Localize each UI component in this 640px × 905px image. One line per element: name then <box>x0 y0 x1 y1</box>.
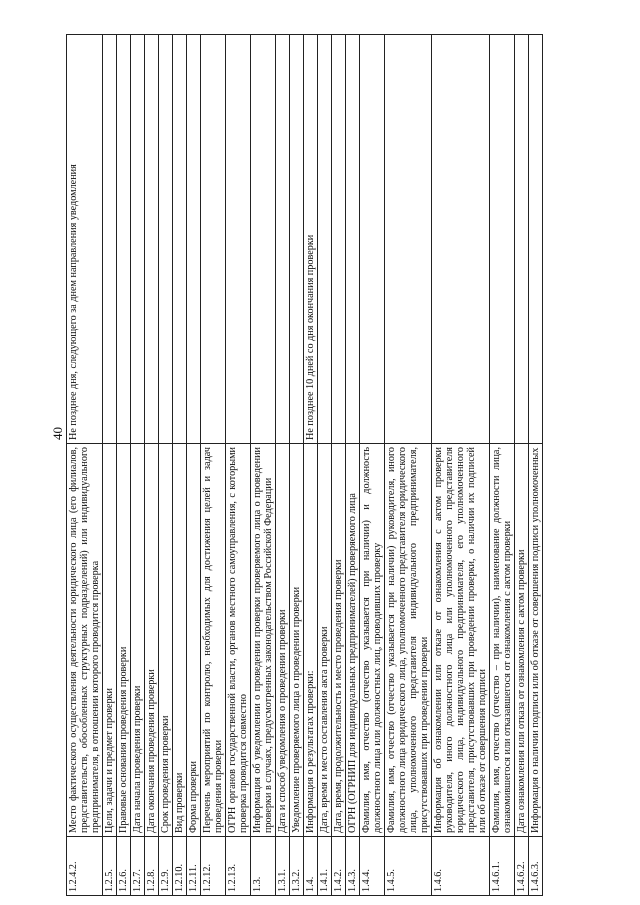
row-number: 1.2.8. <box>145 837 159 896</box>
row-number: 1.4. <box>304 837 318 896</box>
table-row <box>173 35 187 896</box>
row-description: Вид проверки <box>173 444 187 837</box>
table-row <box>103 35 117 896</box>
row-number: 1.2.4.2. <box>67 837 103 896</box>
row-deadline <box>159 35 173 444</box>
rotated-table-container <box>66 34 594 896</box>
row-deadline <box>529 35 543 444</box>
row-number: 1.4.6. <box>432 837 490 896</box>
row-number: 1.4.5. <box>385 837 432 896</box>
row-description: Правовые основания проведения проверки <box>117 444 131 837</box>
row-description: Уведомление проверяемого лица о проведении проверки <box>290 444 304 837</box>
row-number: 1.2.12. <box>201 837 226 896</box>
table-row <box>117 35 131 896</box>
table-row <box>432 35 490 896</box>
table-row <box>251 35 276 896</box>
table-row <box>515 35 529 896</box>
table-body <box>67 35 543 896</box>
row-number: 1.3.1. <box>276 837 290 896</box>
row-number: 1.2.13. <box>226 837 251 896</box>
table-row <box>346 35 360 896</box>
row-deadline: Не позднее дня, следующего за днем направления уведомления <box>67 35 103 444</box>
row-number: 1.4.6.1. <box>490 837 515 896</box>
row-number: 1.2.7. <box>131 837 145 896</box>
row-deadline <box>201 35 226 444</box>
row-number: 1.4.2. <box>332 837 346 896</box>
row-number: 1.3.2. <box>290 837 304 896</box>
row-deadline <box>226 35 251 444</box>
row-description: Информация о наличии подписи или об отказе от совершения подписи уполномоченных <box>529 444 543 837</box>
row-description: Информация о результатах проверки: <box>304 444 318 837</box>
row-description: Дата, время и место составления акта проверки <box>318 444 332 837</box>
table-row <box>145 35 159 896</box>
table-row <box>490 35 515 896</box>
row-deadline <box>145 35 159 444</box>
row-number: 1.4.6.2. <box>515 837 529 896</box>
row-number: 1.4.3. <box>346 837 360 896</box>
row-deadline <box>117 35 131 444</box>
row-description: Перечень мероприятий по контролю, необходимых для достижения целей и задач проведения проверки <box>201 444 226 837</box>
row-description: Дата и способ уведомления о проведении проверки <box>276 444 290 837</box>
row-description: Место фактического осуществления деятельности юридического лица (его филиалов, представительств, обособленных структурных подразделений) или индивидуального предпринимателя, в отношении которого проводится проверка <box>67 444 103 837</box>
row-number: 1.2.5. <box>103 837 117 896</box>
table-row <box>187 35 201 896</box>
table-row <box>159 35 173 896</box>
table-row <box>385 35 432 896</box>
row-description: Фамилия, имя, отчество (отчество указывается при наличии) руководителя, иного должностного лица юридического лица, уполномоченного представителя юридического лица, уполномоченного представителя индивидуального предпринимателя, присутствовавших при проведении проверки <box>385 444 432 837</box>
row-deadline <box>432 35 490 444</box>
row-number: 1.2.10. <box>173 837 187 896</box>
row-deadline <box>276 35 290 444</box>
page-number: 40 <box>50 427 65 440</box>
requirements-table <box>66 34 543 896</box>
row-description: ОГРН органов государственной власти, органов местного самоуправления, с которыми проверка проводится совместно <box>226 444 251 837</box>
row-deadline <box>346 35 360 444</box>
row-description: Фамилия, имя, отчество (отчество – при наличии), наименование должности лица, ознакомившегося или отказавшегося от ознакомления с актом проверки <box>490 444 515 837</box>
row-description: Дата окончания проведения проверки <box>145 444 159 837</box>
row-description: ОГРН (ОГРНИП для индивидуальных предпринимателей) проверяемого лица <box>346 444 360 837</box>
row-deadline: Не позднее 10 дней со дня окончания проверки <box>304 35 318 444</box>
row-description: Дата ознакомления или отказа от ознакомления с актом проверки <box>515 444 529 837</box>
row-number: 1.4.6.3. <box>529 837 543 896</box>
row-deadline <box>131 35 145 444</box>
table-row <box>290 35 304 896</box>
row-number: 1.3. <box>251 837 276 896</box>
table-row <box>360 35 385 896</box>
row-description: Дата начала проведения проверки <box>131 444 145 837</box>
table-row <box>131 35 145 896</box>
table-row <box>201 35 226 896</box>
table-row <box>304 35 318 896</box>
row-description: Фамилия, имя, отчество (отчество указывается при наличии) и должность должностного лица или должностных лиц, проводивших проверку <box>360 444 385 837</box>
row-deadline <box>385 35 432 444</box>
row-number: 1.2.11. <box>187 837 201 896</box>
row-number: 1.2.6. <box>117 837 131 896</box>
row-description: Срок проведения проверки <box>159 444 173 837</box>
row-deadline <box>490 35 515 444</box>
row-deadline <box>318 35 332 444</box>
row-deadline <box>515 35 529 444</box>
row-deadline <box>187 35 201 444</box>
row-number: 1.4.4. <box>360 837 385 896</box>
row-number: 1.2.9. <box>159 837 173 896</box>
row-description: Информация об уведомлении о проведении проверки проверяемого лица о проведении проверки в случаях, предусмотренных законодательством Российской Федерации <box>251 444 276 837</box>
row-description: Информация об ознакомлении или отказе от ознакомления с актом проверки руководителя, иного должностного лица или уполномоченного представителя юридического лица, индивидуального предпринимателя, его уполномоченного представителя, присутствовавших при проведении проверки, о наличии их подписей или об отказе от совершения подписи <box>432 444 490 837</box>
row-description: Форма проверки <box>187 444 201 837</box>
row-deadline <box>103 35 117 444</box>
row-description: Цели, задачи и предмет проверки <box>103 444 117 837</box>
table-row <box>67 35 103 896</box>
row-deadline <box>290 35 304 444</box>
row-deadline <box>360 35 385 444</box>
table-row <box>332 35 346 896</box>
row-description: Дата, время, продолжительность и место проведения проверки <box>332 444 346 837</box>
row-number: 1.4.1. <box>318 837 332 896</box>
table-row <box>276 35 290 896</box>
row-deadline <box>251 35 276 444</box>
row-deadline <box>332 35 346 444</box>
row-deadline <box>173 35 187 444</box>
table-row <box>226 35 251 896</box>
table-row <box>318 35 332 896</box>
table-row <box>529 35 543 896</box>
